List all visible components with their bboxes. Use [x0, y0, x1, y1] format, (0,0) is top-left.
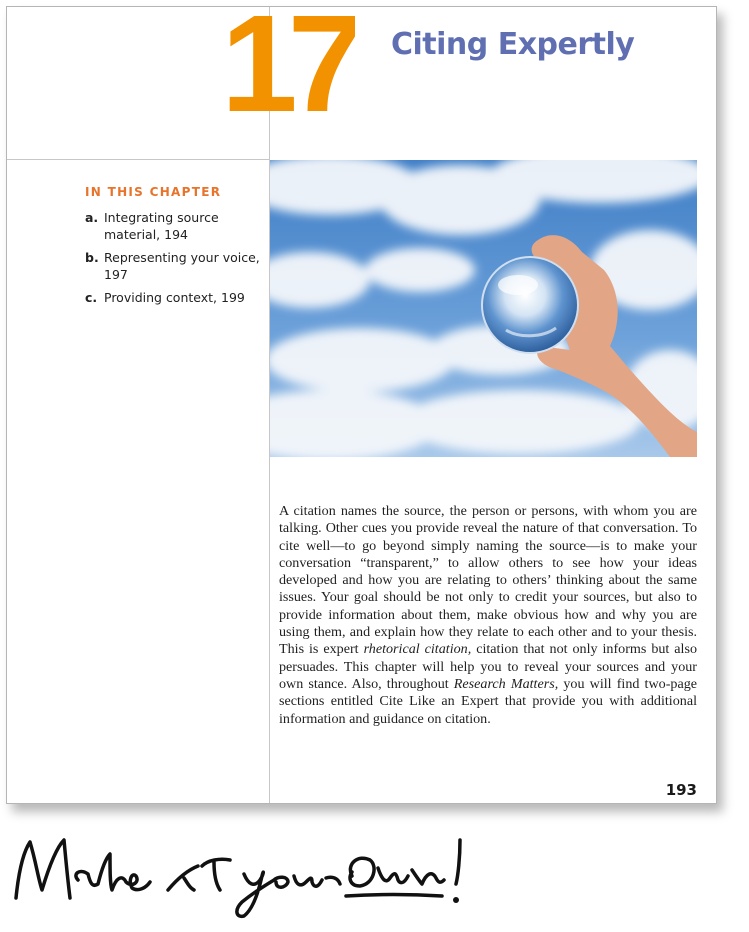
chapter-contents-list	[85, 209, 265, 312]
paragraph-text: citation that not only informs but also persuades. This chapter will help you to reveal your sources and your own stance. Also, throughout	[279, 641, 697, 692]
handwritten-signature	[8, 818, 478, 928]
sidebar-heading: IN THIS CHAPTER	[85, 185, 222, 199]
emphasis-research-matters: Research Matters,	[453, 675, 559, 692]
contents-item-text: Providing context, 199	[104, 290, 245, 305]
column-divider-horizontal	[7, 159, 270, 160]
contents-item-text: Representing your voice, 197	[104, 250, 260, 282]
contents-item-letter: b.	[85, 250, 99, 265]
contents-item-letter: c.	[85, 290, 98, 305]
chapter-number: 17	[221, 0, 355, 129]
chapter-title: Citing Expertly	[391, 27, 635, 62]
contents-item-text: Integrating source material, 194	[104, 210, 219, 242]
book-page	[6, 0, 717, 804]
contents-item-letter: a.	[85, 210, 99, 225]
paragraph-text: you will find two-page sections entitled Cite Like an Expert that provide you with additional information and guidance on citation.	[279, 675, 698, 727]
contents-item	[85, 209, 265, 243]
contents-item	[85, 289, 265, 306]
page-number: 193	[665, 781, 697, 799]
emphasis-rhetorical-citation: rhetorical citation,	[363, 641, 472, 658]
chapter-intro-paragraph	[279, 503, 697, 728]
crystal-ball-photo	[270, 160, 697, 457]
paragraph-text: A citation names the source, the person or persons, with whom you are talking. Other cues you provide reveal the nature of that conversation. To cite well—to go beyond simply naming the source—is to make your conversation “transparent,” to allow others to see how your ideas developed and how you are relating to others’ thinking about the same issues. Your goal should be not only to credit your sources, but also to provide information about them, make obvious how and why you are using them, and explain how they relate to each other and to your thesis. This is expert	[279, 503, 697, 658]
contents-item	[85, 249, 265, 283]
